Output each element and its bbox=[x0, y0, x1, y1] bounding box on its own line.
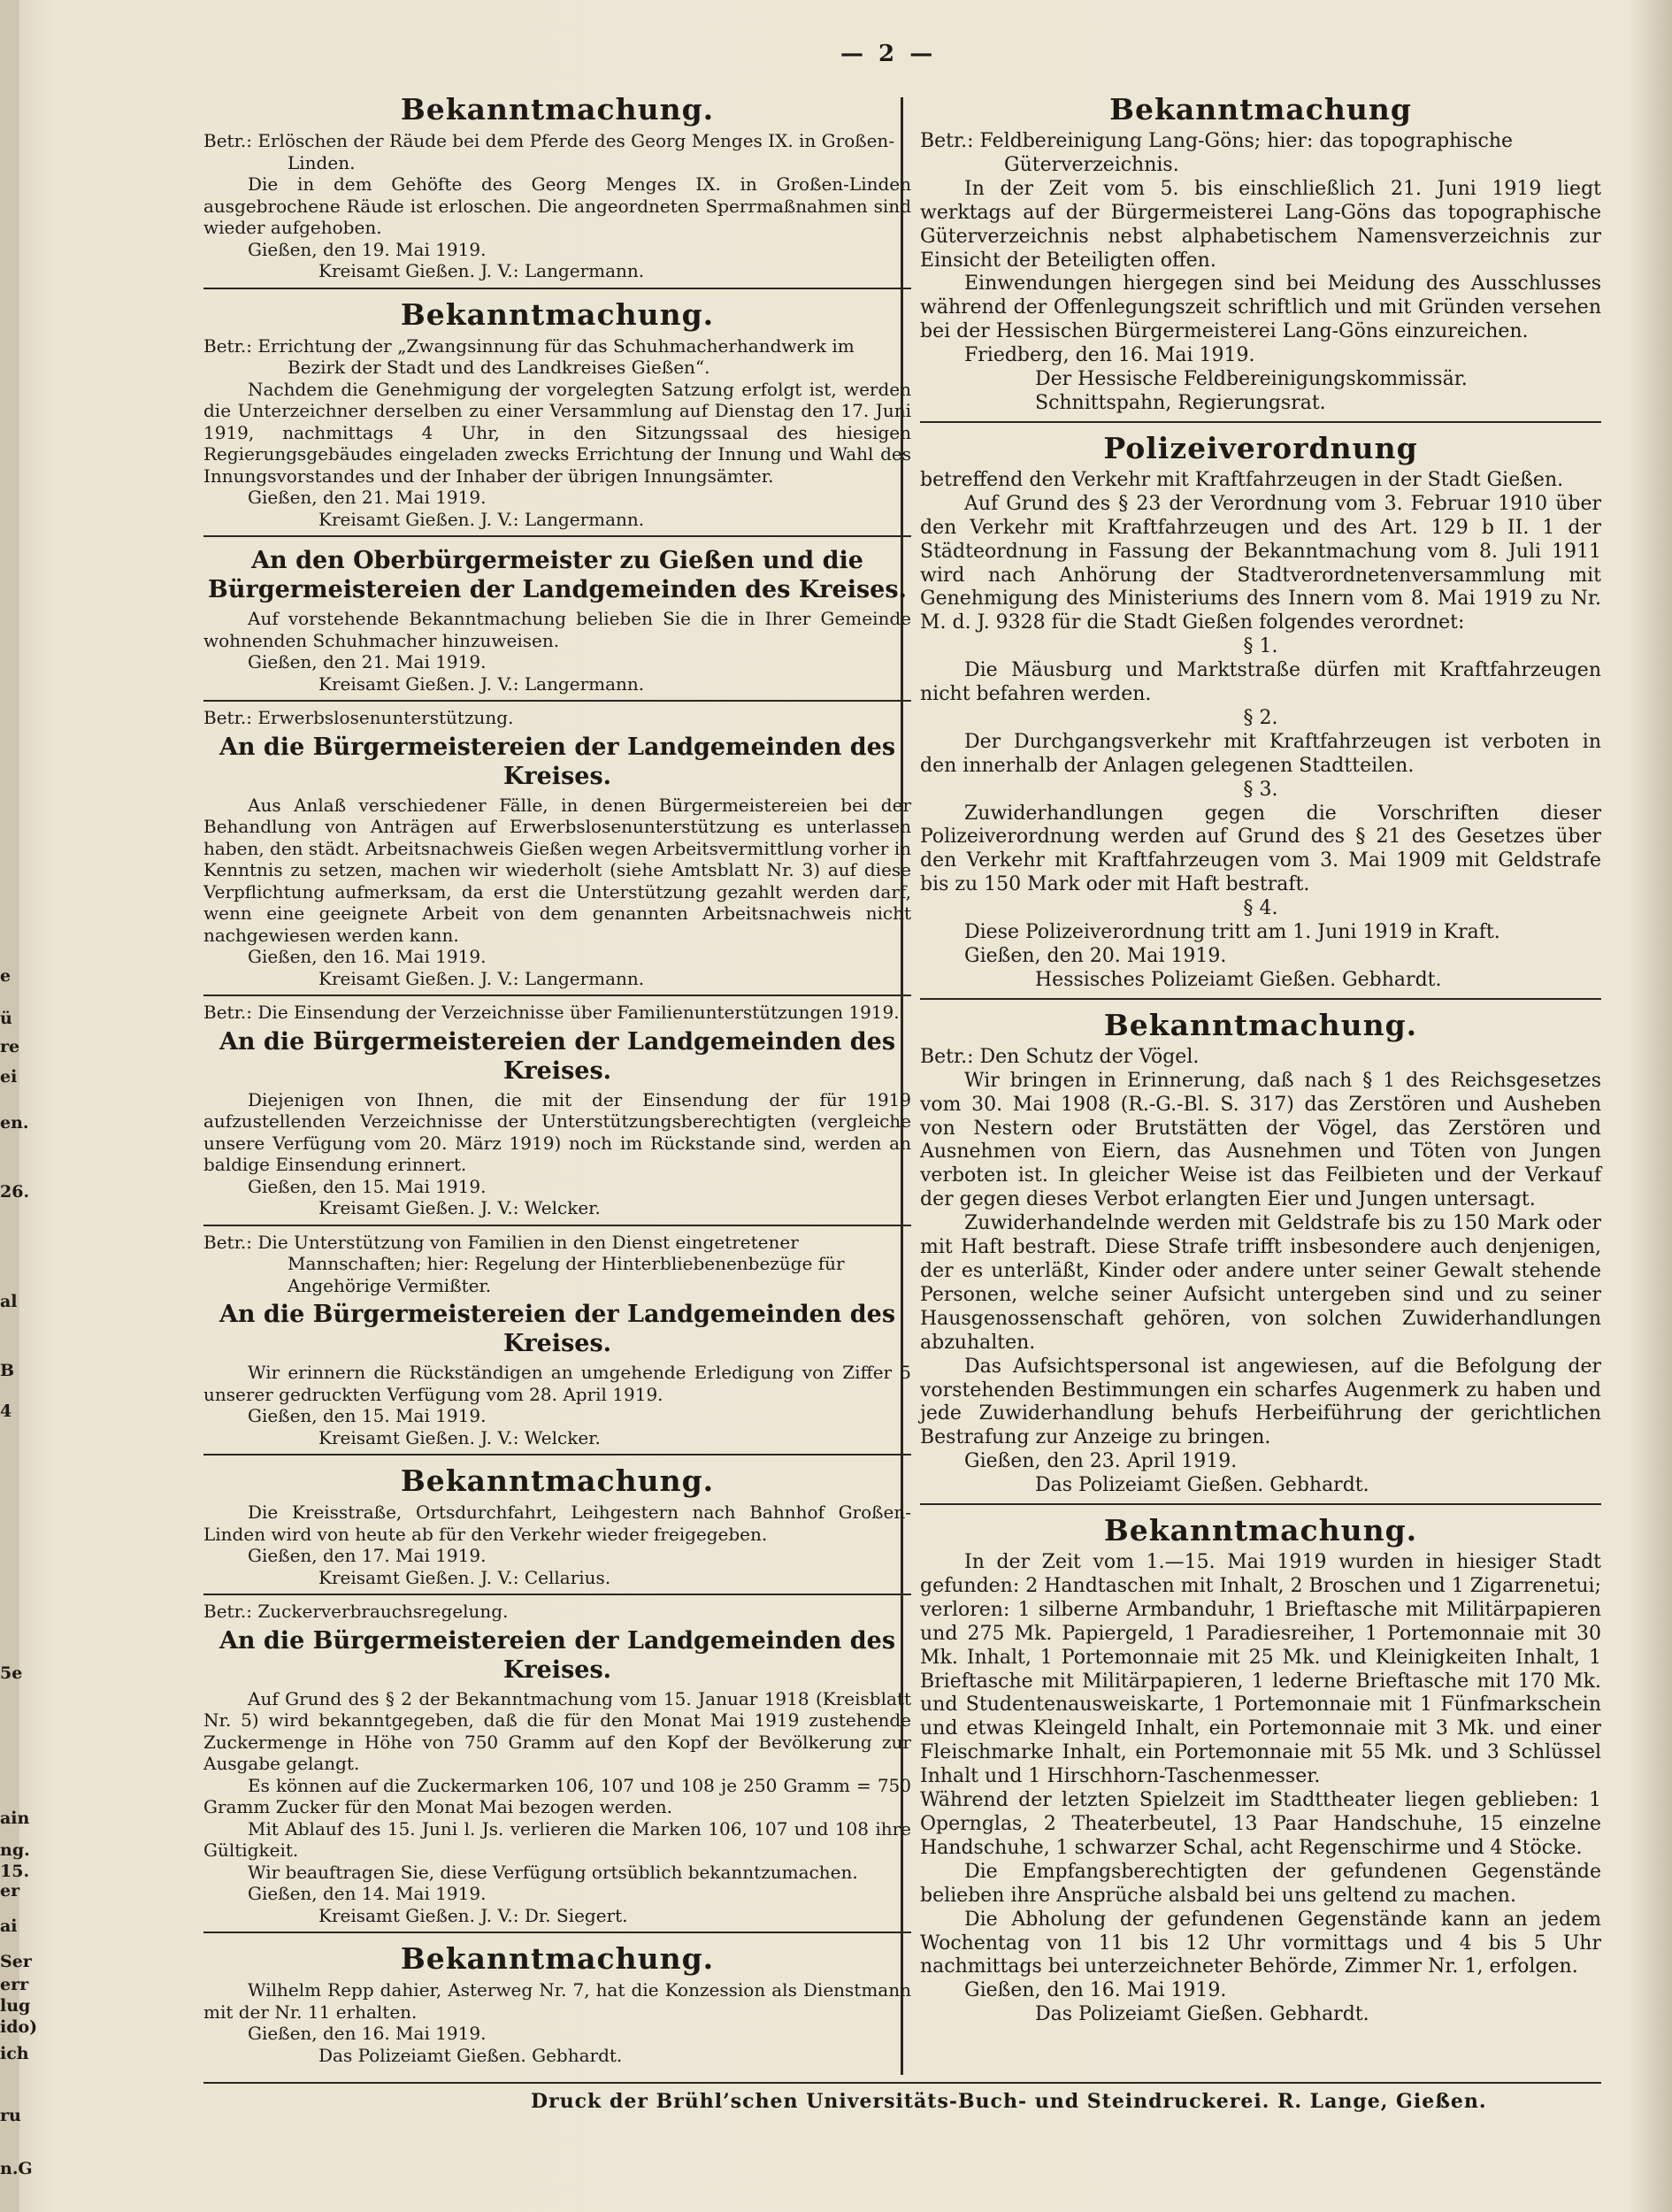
strip-fragment: ng. bbox=[0, 1840, 30, 1860]
strip-fragment: ain bbox=[0, 1809, 30, 1828]
notice-subject: Betr.: Erwerbslosenunterstützung. bbox=[203, 707, 514, 728]
strip-fragment: ei bbox=[0, 1067, 18, 1087]
strip-fragment: err bbox=[0, 1975, 29, 1994]
strip-fragment: ido) bbox=[0, 2017, 38, 2037]
footer-rule bbox=[203, 2082, 1601, 2084]
notice-signature: Das Polizeiamt Gießen. Gebhardt. bbox=[1035, 2003, 1369, 2026]
notice-zwangsinnung bbox=[203, 289, 911, 538]
strip-fragment: n.G bbox=[0, 2159, 33, 2178]
notice-body: In der Zeit vom 1.—15. Mai 1919 wurden in hiesiger Stadt gefunden: 2 Handtaschen mit Inhalt, 2 Broschen und 1 Zigarrenetui; bbox=[920, 1551, 1601, 1597]
notice-body: Einwendungen hiergegen sind bei Meidung des Ausschlusses während der Offenlegungszeit schriftlich und mit Gründen versehen bei der Hessischen Bürgermeisterei Lang-Göns einzureichen. bbox=[920, 273, 1601, 343]
strip-fragment: ü bbox=[0, 1009, 12, 1028]
notice-subject: Betr.: Errichtung der „Zwangsinnung für das Schuhmacherhandwerk im Bezirk der Stadt und des Landkreises Gießen“. bbox=[203, 334, 855, 378]
notice-body: Diejenigen von Ihnen, die mit der Einsendung der für 1919 aufzustellenden Verzeichnisse der Unterstützungsberechtigten (vergleiche unsere Verfügung vom 20. März 1919) noch im Rückstande sind, werden an baldige Einsendung erinnert. bbox=[203, 1088, 911, 1175]
notice-date: Friedberg, den 16. Mai 1919. bbox=[964, 344, 1255, 367]
notice-body: Auf vorstehende Bekanntmachung belieben Sie die in Ihrer Gemeinde wohnenden Schuhmacher hinzuweisen. bbox=[203, 608, 911, 651]
section-mark: § 3. bbox=[1243, 778, 1278, 801]
notice-erwerbslosen bbox=[203, 702, 911, 996]
notice-heading: Bekanntmachung. bbox=[1103, 1007, 1418, 1042]
notice-familienunterstuetzung bbox=[203, 996, 911, 1226]
section-mark: § 1. bbox=[1243, 635, 1278, 658]
notice-signature: Kreisamt Gießen. J. V.: Welcker. bbox=[318, 1197, 601, 1218]
strip-fragment: en. bbox=[0, 1113, 29, 1133]
notice-body: Die Empfangsberechtigten der gefundenen Gegenstände belieben ihre Ansprüche alsbald bei uns geltend zu machen. bbox=[920, 1860, 1601, 1907]
notice-kreisstrasse bbox=[203, 1455, 911, 1595]
section-mark: § 4. bbox=[1243, 897, 1278, 920]
notice-date: Gießen, den 21. Mai 1919. bbox=[248, 651, 487, 672]
notice-signature: Kreisamt Gießen. J. V.: Langermann. bbox=[318, 967, 645, 989]
strip-fragment: ich bbox=[0, 2044, 29, 2063]
notice-date: Gießen, den 16. Mai 1919. bbox=[964, 1979, 1227, 2002]
notice-hinterbliebenen bbox=[203, 1226, 911, 1456]
notice-polizeiverordnung bbox=[920, 423, 1601, 1000]
notice-signature: Schnittspahn, Regierungsrat. bbox=[1035, 391, 1326, 414]
notice-date: Gießen, den 23. April 1919. bbox=[964, 1450, 1238, 1473]
strip-fragment: ai bbox=[0, 1916, 18, 1936]
notice-body: verloren: 1 silberne Armbanduhr, 1 Brieftasche mit Militärpapieren und 275 Mk. Papiergeld, 1 Paradiesreiher, 1 Portemonnaie mit 30 Mk. Inhalt, 1 Portemonnaie mit 25 Mk. und Kleinigkeiten Inhalt, 1 Brieftasche mit Militärpapieren, 1 lederne Brieftasche mit 170 Mk. und Studentenausweiskarte, 1 Portemonnaie mit 1 Fünfmarkschein und etwas Kleingeld Inhalt, ein Portemonnaie mit 3 Mk. und einer Fleischmarke Inhalt, ein Portemonnaie mit 55 Mk. und 3 Schlüssel Inhalt und 1 Hirschhorn-Taschenmesser. bbox=[920, 1598, 1601, 1788]
notice-body: Mit Ablauf des 15. Juni l. Js. verlieren die Marken 106, 107 und 108 ihre Gültigkeit. bbox=[203, 1817, 911, 1861]
notice-heading: An die Bürgermeistereien der Landgemeinden des Kreises. bbox=[219, 1301, 896, 1357]
notice-body: Wir erinnern die Rückständigen an umgehende Erledigung von Ziffer 5 unserer gedruckten Verfügung vom 28. April 1919. bbox=[203, 1362, 911, 1405]
right-column bbox=[920, 84, 1601, 2032]
notice-body: Diese Polizeiverordnung tritt am 1. Juni 1919 in Kraft. bbox=[964, 921, 1500, 944]
strip-fragment: Ser bbox=[0, 1952, 32, 1971]
printer-imprint: Druck der Brühl’schen Universitäts-Buch- und Steindruckerei. R. Lange, Gießen. bbox=[531, 2090, 1487, 2113]
notice-signature: Hessisches Polizeiamt Gießen. Gebhardt. bbox=[1035, 968, 1442, 991]
notice-heading: Bekanntmachung bbox=[1109, 92, 1412, 127]
notice-body: Aus Anlaß verschiedener Fälle, in denen Bürgermeistereien bei der Behandlung von Anträgen auf Erwerbslosenunterstützung es unterlassen haben, den städt. Arbeitsnachweis Gießen wegen Arbeitsvermittlung vorher in Kenntnis zu setzen, machen wir wiederholt (siehe Amtsblatt Nr. 3) auf diese Verpflichtung aufmerksam, da erst die Unterstützung gezahlt werden darf, wenn eine geeignete Arbeit von dem genannten Arbeitsnachweis nicht nachgewiesen werden kann. bbox=[203, 794, 911, 946]
notice-date: Gießen, den 17. Mai 1919. bbox=[248, 1545, 487, 1566]
notice-body: Die Mäusburg und Marktstraße dürfen mit Kraftfahrzeugen nicht befahren werden. bbox=[920, 659, 1601, 706]
notice-body: Zuwiderhandelnde werden mit Geldstrafe bis zu 150 Mark oder mit Haft bestraft. Diese Strafe trifft insbesondere auch denjenigen, der es unterläßt, Kinder oder andere unter seiner Gewalt stehende Personen, welche seiner Aufsicht untergeben sind und zu seiner Hausgenossenschaft gehören, von solchen Zuwiderhandlungen abzuhalten. bbox=[920, 1212, 1601, 1354]
notice-body: Wilhelm Repp dahier, Asterweg Nr. 7, hat die Konzession als Dienstmann mit der Nr. 11 erhalten. bbox=[203, 1979, 911, 2023]
notice-heading: Bekanntmachung. bbox=[400, 1941, 715, 1976]
notice-heading: An die Bürgermeistereien der Landgemeinden des Kreises. bbox=[219, 1626, 896, 1684]
notice-signature: Kreisamt Gießen. J. V.: Langermann. bbox=[318, 260, 645, 281]
notice-signature: Das Polizeiamt Gießen. Gebhardt. bbox=[1035, 1474, 1369, 1497]
notice-subject: Betr.: Den Schutz der Vögel. bbox=[920, 1045, 1200, 1068]
notice-body: Während der letzten Spielzeit im Stadttheater liegen geblieben: 1 Opernglas, 2 Theaterbeutel, 13 Paar Handschuhe, 15 einzelne Handschuhe, 1 schwarzer Schal, acht Regenschirme und 4 Stöcke. bbox=[920, 1789, 1601, 1859]
notice-heading: Bekanntmachung. bbox=[400, 296, 715, 332]
strip-fragment: ru bbox=[0, 2106, 21, 2125]
notice-heading: Bekanntmachung. bbox=[1103, 1513, 1418, 1548]
notice-subject: Betr.: Erlöschen der Räude bei dem Pferde des Georg Menges IX. in Großen-Linden. bbox=[203, 130, 895, 173]
strip-fragment: e bbox=[0, 966, 12, 986]
page-number: — 2 — bbox=[840, 41, 937, 67]
notice-body: Wir beauftragen Sie, diese Verfügung ortsüblich bekanntzumachen. bbox=[248, 1861, 858, 1883]
strip-fragment: er bbox=[0, 1881, 20, 1901]
notice-date: Gießen, den 16. Mai 1919. bbox=[248, 946, 487, 967]
notice-intro: betreffend den Verkehr mit Kraftfahrzeugen in der Stadt Gießen. bbox=[920, 468, 1564, 491]
notice-fundsachen bbox=[920, 1505, 1601, 2032]
notice-body: Auf Grund des § 23 der Verordnung vom 3. Februar 1910 über den Verkehr mit Kraftfahrzeugen und des Art. 129 b II. 1 der Städteordnung in Fassung der Bekanntmachung vom 8. Juli 1911 wird nach Anhörung der Stadtverordnetenversammlung mit Genehmigung des Ministeriums des Innern vom 8. Mai 1919 zu Nr. M. d. J. 9328 für die Stadt Gießen folgendes verordnet: bbox=[920, 492, 1601, 634]
notice-date: Gießen, den 20. Mai 1919. bbox=[964, 945, 1227, 967]
notice-signature: Kreisamt Gießen. J. V.: Langermann. bbox=[318, 672, 645, 695]
notice-body: Es können auf die Zuckermarken 106, 107 und 108 je 250 Gramm = 750 Gramm Zucker für den Monat Mai bezogen werden. bbox=[203, 1774, 911, 1817]
notice-signature: Das Polizeiamt Gießen. Gebhardt. bbox=[318, 2044, 623, 2066]
notice-date: Gießen, den 16. Mai 1919. bbox=[248, 2023, 487, 2044]
notice-body: Die in dem Gehöfte des Georg Menges IX. in Großen-Linden ausgebrochene Räude ist erloschen. Die angeordneten Sperrmaßnahmen sind wieder aufgehoben. bbox=[203, 173, 911, 238]
notice-heading: An die Bürgermeistereien der Landgemeinden des Kreises. bbox=[219, 733, 896, 790]
notice-date: Gießen, den 21. Mai 1919. bbox=[248, 487, 487, 508]
notice-body: Die Kreisstraße, Ortsdurchfahrt, Leihgestern nach Bahnhof Großen-Linden wird von heute ab für den Verkehr wieder freigegeben. bbox=[203, 1502, 911, 1545]
notice-heading: Bekanntmachung. bbox=[400, 92, 715, 127]
notice-dienstmann bbox=[203, 1933, 911, 2071]
notice-raeude bbox=[203, 84, 911, 289]
strip-fragment: re bbox=[0, 1037, 20, 1056]
strip-fragment: B bbox=[0, 1361, 15, 1380]
notice-zucker bbox=[203, 1595, 911, 1933]
notice-subject: Betr.: Die Einsendung der Verzeichnisse über Familienunterstützungen 1919. bbox=[203, 1002, 900, 1023]
notice-date: Gießen, den 14. Mai 1919. bbox=[248, 1883, 487, 1904]
notice-body: Der Durchgangsverkehr mit Kraftfahrzeugen ist verboten in den innerhalb der Anlagen gelegenen Stadtteilen. bbox=[920, 730, 1601, 777]
section-mark: § 2. bbox=[1243, 706, 1278, 729]
notice-voegel bbox=[920, 1000, 1601, 1505]
notice-body: Nachdem die Genehmigung der vorgelegten Satzung erfolgt ist, werden die Unterzeichner derselben zu einer Versammlung auf Dienstag den 17. Juni 1919, nachmittags 4 Uhr, in den Sitzungssaal des hiesigen Regierungsgebäudes eingeladen zwecks Errichtung der Innung und Wahl des Innungsvorstandes und der Inhaber der übrigen Innungsämter. bbox=[203, 378, 911, 487]
notice-heading: An den Oberbürgermeister zu Gießen und die Bürgermeistereien der Landgemeinden des Kreises. bbox=[208, 547, 907, 603]
notice-date: Gießen, den 19. Mai 1919. bbox=[248, 238, 487, 260]
strip-fragment: al bbox=[0, 1292, 18, 1311]
notice-feldbereinigung bbox=[920, 84, 1601, 423]
adjacent-page-strip bbox=[0, 0, 38, 2212]
strip-fragment: lug bbox=[0, 1996, 31, 2016]
notice-subject: Betr.: Feldbereinigung Lang-Göns; hier: das topographische Güterverzeichnis. bbox=[920, 130, 1514, 176]
notice-signature: Kreisamt Gießen. J. V.: Cellarius. bbox=[318, 1566, 611, 1588]
strip-fragment: 5e bbox=[0, 1663, 23, 1683]
notice-heading: Bekanntmachung. bbox=[400, 1463, 715, 1498]
notice-signature: Der Hessische Feldbereinigungskommissär. bbox=[1035, 368, 1468, 391]
notice-body: Auf Grund des § 2 der Bekanntmachung vom 15. Januar 1918 (Kreisblatt Nr. 5) wird bekanntgegeben, daß die für den Monat Mai 1919 zustehende Zuckermenge in Höhe von 750 Gramm auf den Kopf der Bevölkerung zur Ausgabe gelangt. bbox=[203, 1687, 911, 1774]
notice-heading: Polizeiverordnung bbox=[1103, 430, 1418, 465]
notice-body: Die Abholung der gefundenen Gegenstände kann an jedem Wochentag von 11 bis 12 Uhr vormittags und 4 bis 5 Uhr nachmittags bei unterzeichneter Behörde, Zimmer Nr. 1, erfolgen. bbox=[920, 1908, 1601, 1978]
notice-date: Gießen, den 15. Mai 1919. bbox=[248, 1405, 487, 1426]
notice-subject: Betr.: Zuckerverbrauchsregelung. bbox=[203, 1601, 509, 1622]
notice-heading: An die Bürgermeistereien der Landgemeinden des Kreises. bbox=[219, 1027, 896, 1085]
notice-body: Wir bringen in Erinnerung, daß nach § 1 des Reichsgesetzes vom 30. Mai 1908 (R.-G.-Bl. S. 317) das Zerstören und Ausheben von Nestern oder Brutstätten der Vögel, das Zerstören und Ausnehmen von Eiern, das Ausnehmen und Töten von Jungen verboten ist. In gleicher Weise ist das Feilbieten und der Verkauf der gegen dieses Verbot erlangten Eier und Jungen untersagt. bbox=[920, 1069, 1601, 1211]
strip-fragment: 15. bbox=[0, 1862, 30, 1881]
notice-body: Zuwiderhandlungen gegen die Vorschriften dieser Polizeiverordnung werden auf Grund des § 21 des Gesetzes über den Verkehr mit Kraftfahrzeugen vom 3. Mai 1909 mit Geldstrafe bis zu 150 Mark oder mit Haft bestraft. bbox=[920, 802, 1601, 896]
notice-body: In der Zeit vom 5. bis einschließlich 21. Juni 1919 liegt werktags auf der Bürgermeisterei Lang-Göns das topographische Güterverzeichnis nebst alphabetischem Namensverzeichnis zur Einsicht der Beteiligten offen. bbox=[920, 177, 1601, 272]
strip-fragment: 4 bbox=[0, 1402, 12, 1421]
notice-signature: Kreisamt Gießen. J. V.: Langermann. bbox=[318, 508, 645, 530]
notice-signature: Kreisamt Gießen. J. V.: Dr. Siegert. bbox=[318, 1904, 628, 1926]
strip-fragment: 26. bbox=[0, 1182, 30, 1202]
notice-body: Das Aufsichtspersonal ist angewiesen, auf die Befolgung der vorstehenden Bestimmungen ein scharfes Augenmerk zu haben und jede Zuwiderhandlung behufs Herbeiführung der gerichtlichen Bestrafung zur Anzeige zu bringen. bbox=[920, 1355, 1601, 1449]
notice-date: Gießen, den 15. Mai 1919. bbox=[248, 1175, 487, 1197]
left-column bbox=[203, 84, 911, 2071]
notice-subject: Betr.: Die Unterstützung von Familien in den Dienst eingetretener Mannschaften; hier: Regelung der Hinterbliebenenbezüge für Angehörige Vermißter. bbox=[203, 1231, 845, 1296]
notice-signature: Kreisamt Gießen. J. V.: Welcker. bbox=[318, 1426, 601, 1448]
notice-oberbuergermeister bbox=[203, 537, 911, 702]
